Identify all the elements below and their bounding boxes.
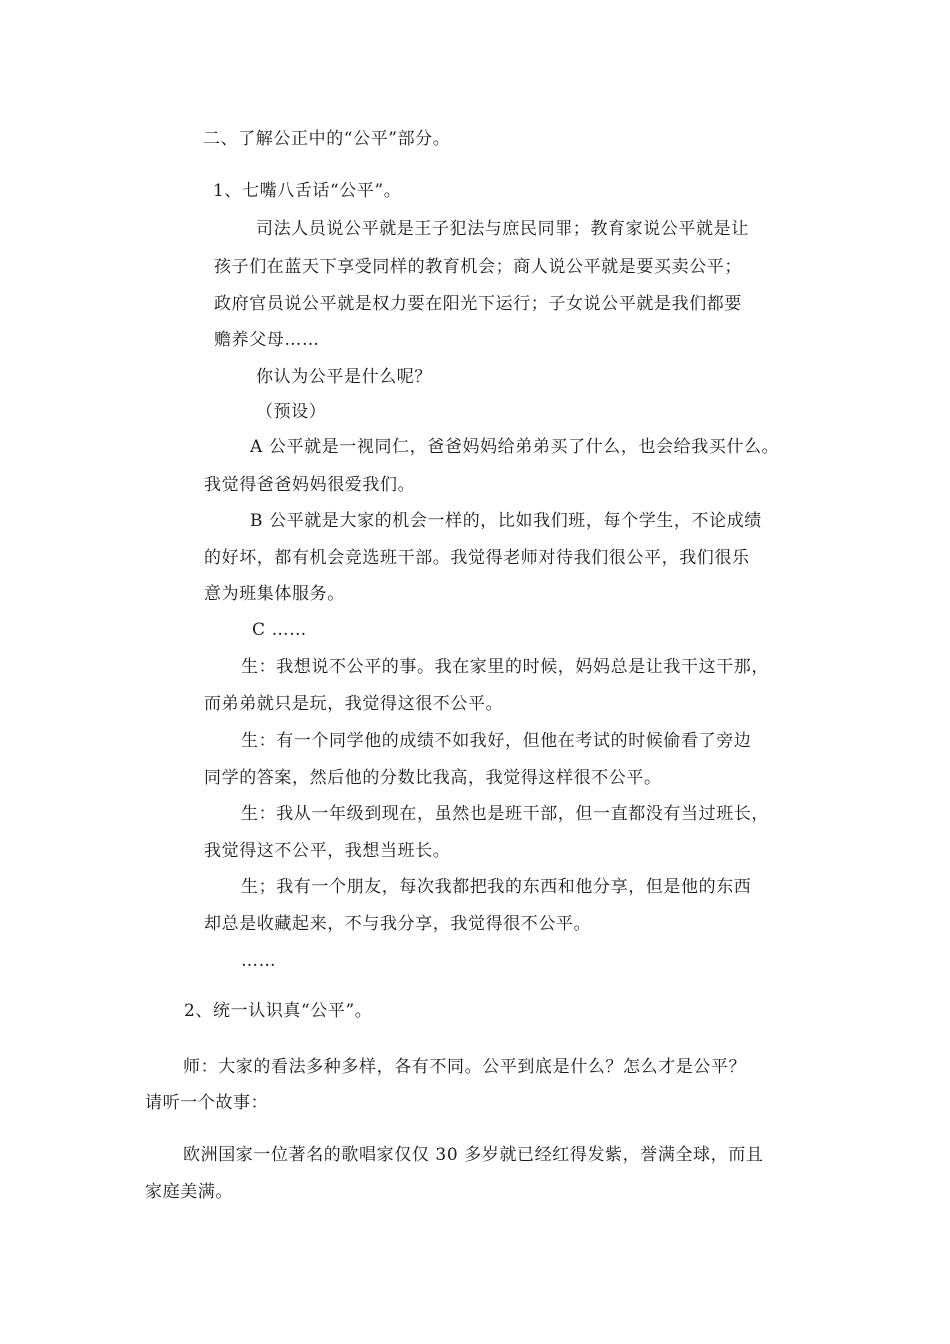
option-b-line: 意为班集体服务。 [204,584,345,604]
teacher-line: 师：大家的看法多种多样，各有不同。公平到底是什么？怎么才是公平？ [183,1057,747,1077]
student-line: 同学的答案，然后他的分数比我高，我觉得这样很不公平。 [204,768,662,788]
option-b-line: 的好坏，都有机会竞选班干部。我觉得老师对待我们很公平，我们很乐 [204,548,750,568]
question-text: 你认为公平是什么呢？ [256,367,432,387]
ellipsis-line: …… [241,951,277,971]
student-line: 却总是收藏起来，不与我分享，我觉得很不公平。 [204,914,592,934]
paragraph-line: 司法人员说公平就是王子犯法与庶民同罪；教育家说公平就是让 [256,219,749,239]
option-b-line: B 公平就是大家的机会一样的，比如我们班，每个学生，不论成绩 [250,511,762,531]
teacher-line: 请听一个故事： [145,1093,269,1113]
student-line: 我觉得这不公平，我想当班长。 [204,841,451,861]
paragraph-line: 赡养父母…… [214,330,320,350]
story-line: 欧洲国家一位著名的歌唱家仅仅 30 多岁就已经红得发紫，誉满全球，而且 [183,1145,764,1165]
preset-label: （预设） [256,402,327,422]
option-c-line: C …… [252,620,307,640]
student-line: 生：有一个同学他的成绩不如我好，但他在考试的时候偷看了旁边 [241,731,752,751]
subheading-item-1: 1、七嘴八舌话“公平”。 [213,181,402,201]
option-a-line: 我觉得爸爸妈妈很爱我们。 [204,475,416,495]
paragraph-line: 政府官员说公平就是权力要在阳光下运行；子女说公平就是我们都要 [214,294,742,314]
student-line: 生：我想说不公平的事。我在家里的时候，妈妈总是让我干这干那， [241,657,769,677]
student-line: 生；我有一个朋友，每次我都把我的东西和他分享，但是他的东西 [241,877,752,897]
subheading-item-2: 2、统一认识真“公平”。 [184,1001,373,1021]
student-line: 而弟弟就只是玩，我觉得这很不公平。 [204,694,504,714]
story-line: 家庭美满。 [145,1182,233,1202]
section-heading: 二、了解公正中的“公平”部分。 [203,129,451,149]
option-a-line: A 公平就是一视同仁，爸爸妈妈给弟弟买了什么，也会给我买什么。 [250,437,780,457]
student-line: 生：我从一年级到现在，虽然也是班干部，但一直都没有当过班长， [241,804,769,824]
paragraph-line: 孩子们在蓝天下享受同样的教育机会；商人说公平就是要买卖公平； [214,257,742,277]
